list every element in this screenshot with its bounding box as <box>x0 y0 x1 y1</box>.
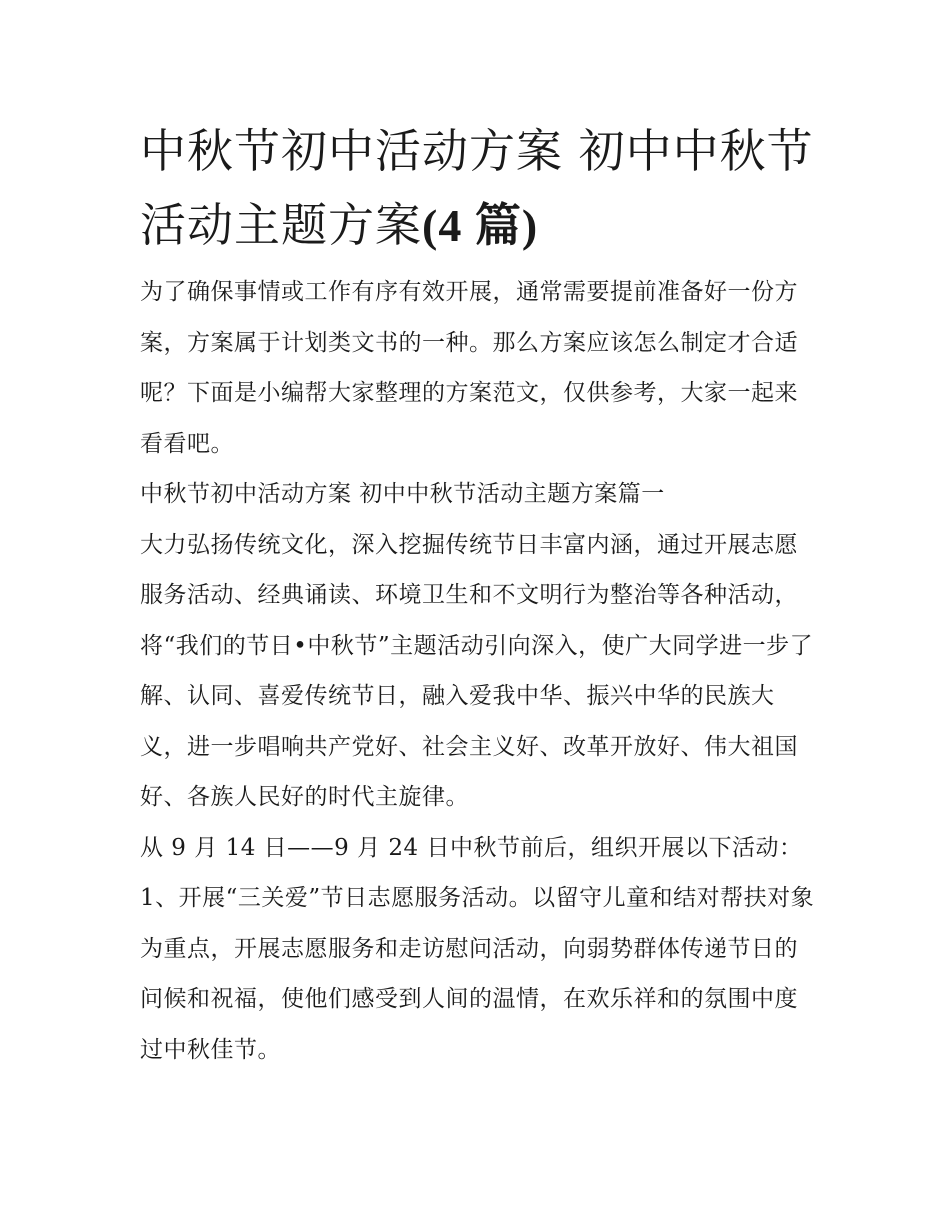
body-paragraph-2: 从 9 月 14 日——9 月 24 日中秋节前后，组织开展以下活动： <box>140 834 803 861</box>
document-page <box>140 114 820 1075</box>
document-title <box>140 114 820 263</box>
body-paragraph-1: 大力弘扬传统文化，深入挖掘传统节日丰富内涵，通过开展志愿服务活动、经典诵读、环境卫生和不文明行为整治等各种活动，将“我们的节日•中秋节”主题活动引向深入，使广大同学进一步了解、认同、喜爱传统节日，融入爱我中华、振兴中华的民族大义，进一步唱响共产党好、社会主义好、改革开放好、伟大祖国好、各族人民好的时代主旋律。 <box>140 531 814 810</box>
document-title-text: 中秋节初中活动方案 初中中秋节活动主题方案 <box>140 124 814 252</box>
intro-paragraph: 为了确保事情或工作有序有效开展，通常需要提前准备好一份方案，方案属于计划类文书的一种。那么方案应该怎么制定才合适呢？下面是小编帮大家整理的方案范文，仅供参考，大家一起来看看吧。 <box>140 279 798 457</box>
document-title-count: (4 篇) <box>422 200 539 251</box>
section-heading: 中秋节初中活动方案 初中中秋节活动主题方案篇一 <box>140 481 665 507</box>
body-paragraph-3: 1、开展“三关爱”节日志愿服务活动。以留守儿童和结对帮扶对象为重点，开展志愿服务和走访慰问活动，向弱势群体传递节日的问候和祝福，使他们感受到人间的温情，在欢乐祥和的氛围中度过中秋佳节。 <box>140 885 815 1063</box>
